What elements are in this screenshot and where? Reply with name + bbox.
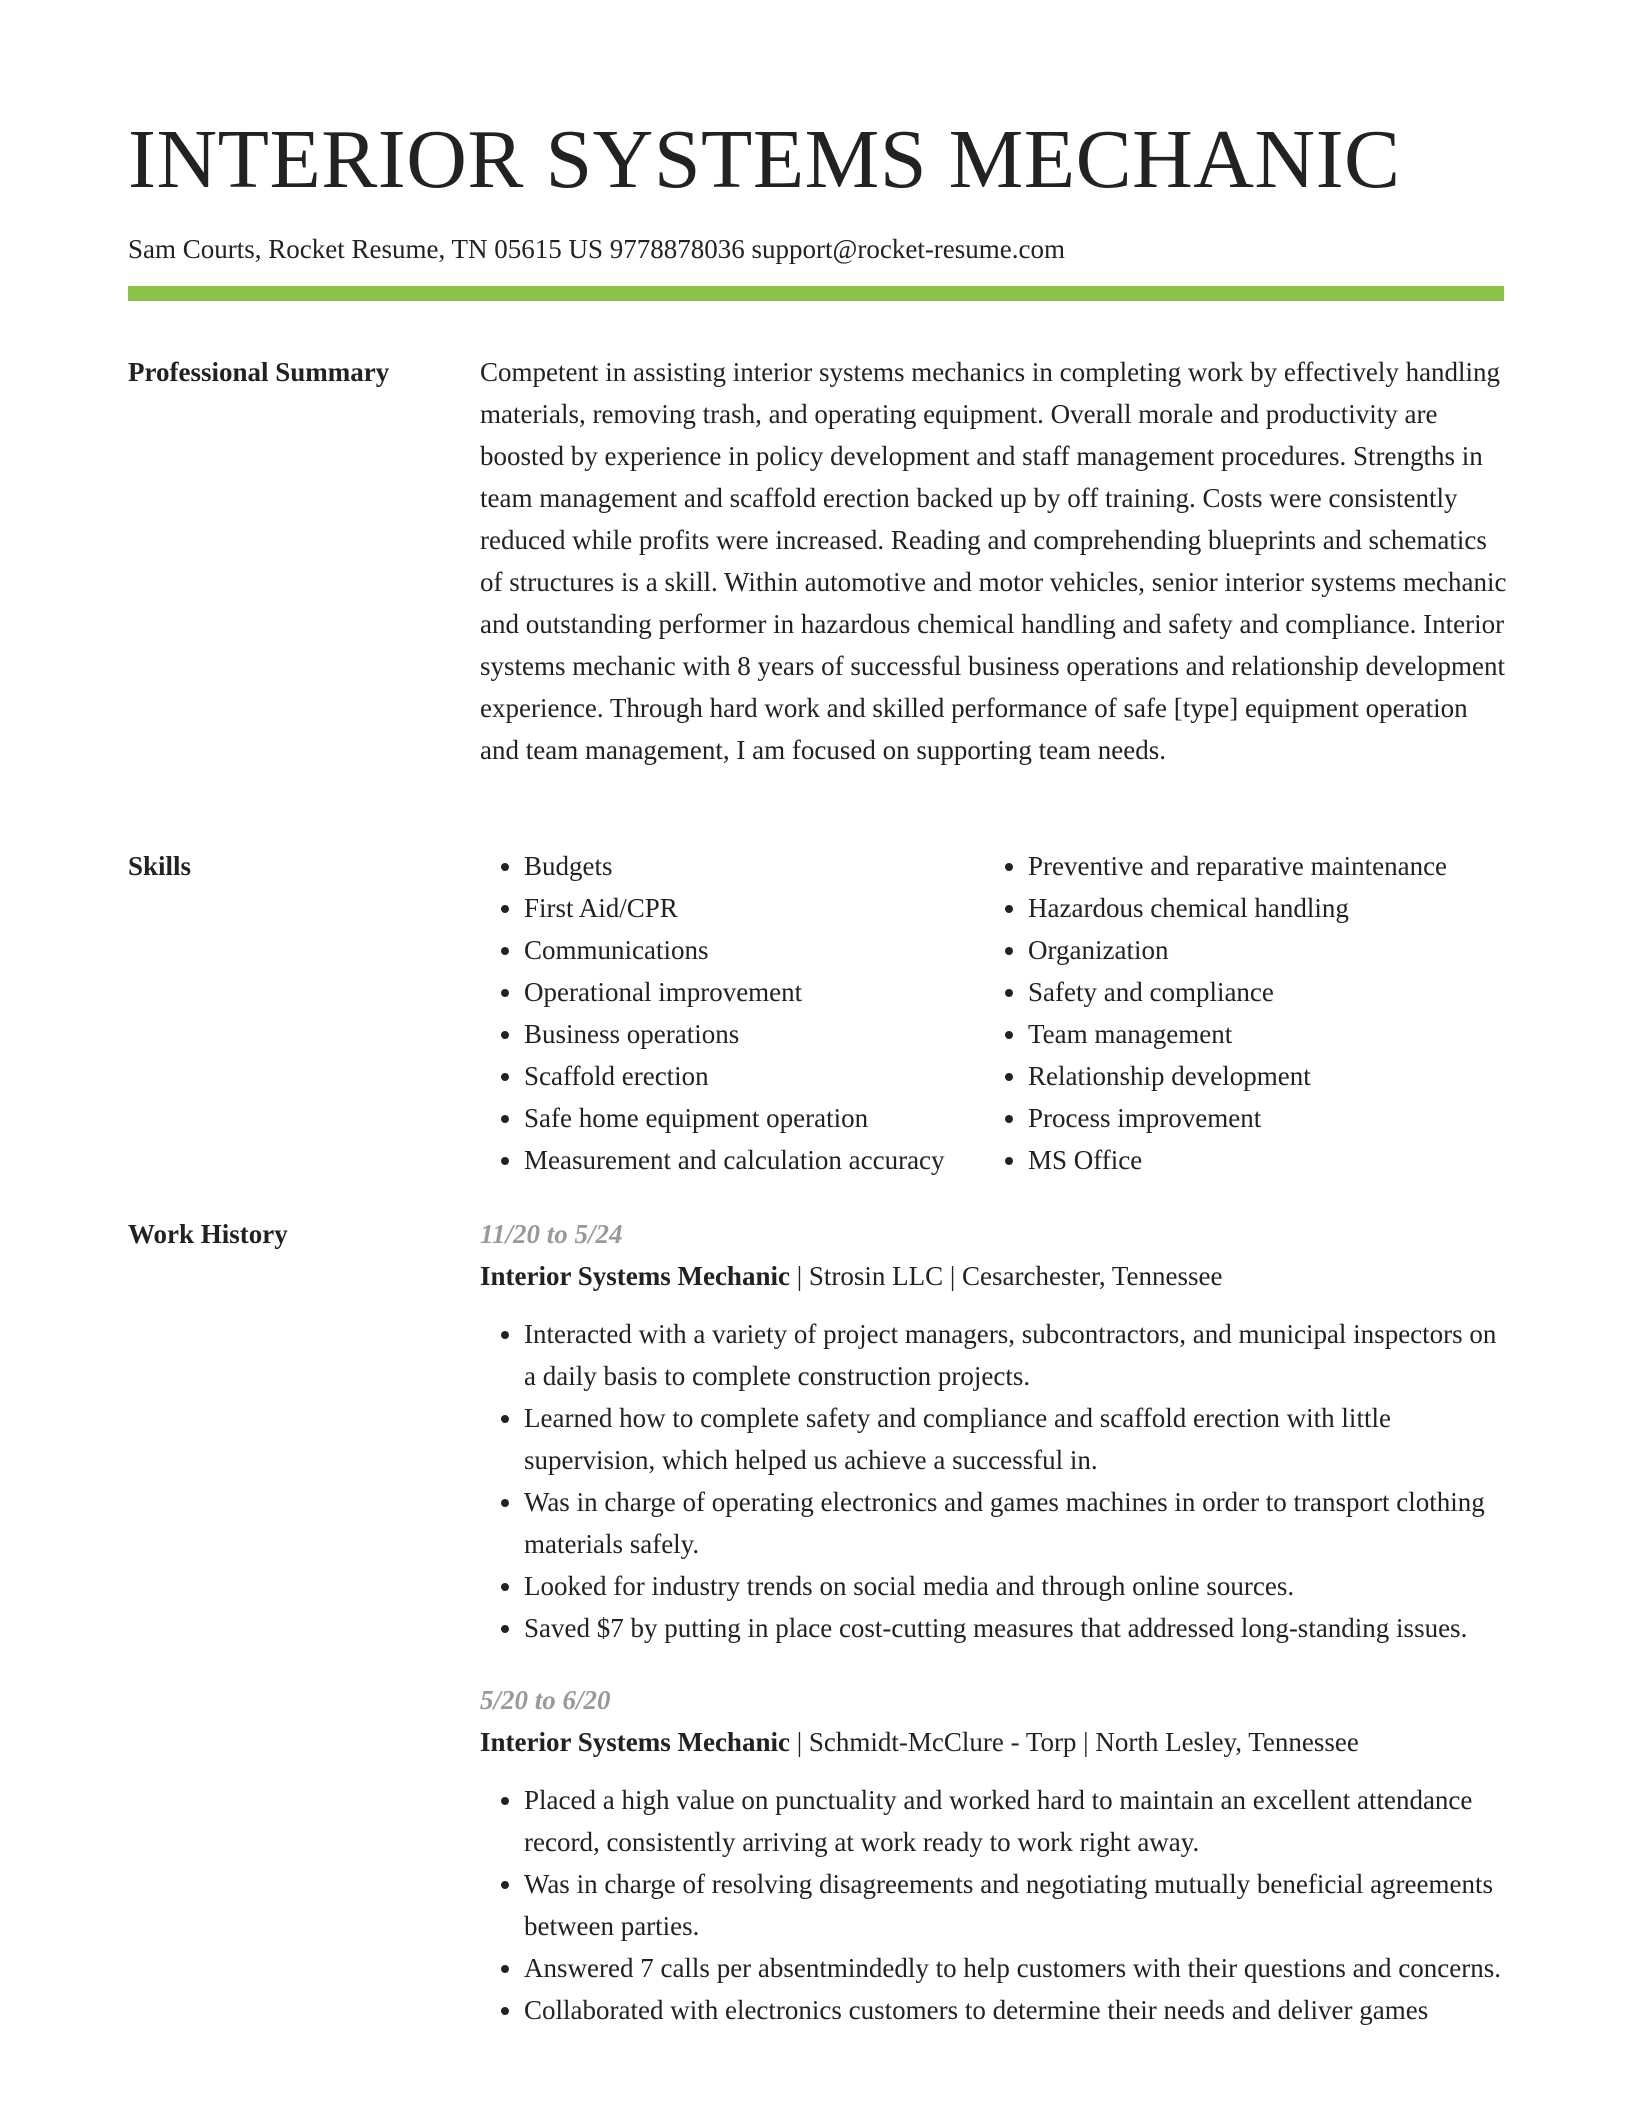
skill-item: • Scaffold erection	[524, 1055, 984, 1097]
skill-item: • Preventive and reparative maintenance	[1028, 845, 1508, 887]
skill-item: • Relationship development	[1028, 1055, 1508, 1097]
job-heading	[480, 1721, 1510, 1763]
job-company-location: | Schmidt-McClure - Torp | North Lesley, Tennessee	[789, 1727, 1359, 1757]
skill-item: • Organization	[1028, 929, 1508, 971]
summary-label: Professional Summary	[128, 357, 390, 387]
job-bullet-list	[480, 1779, 1510, 2031]
skill-item: • Process improvement	[1028, 1097, 1508, 1139]
job-bullet: • Collaborated with electronics customers to determine their needs and deliver games	[524, 1989, 1510, 2031]
skill-item: • Team management	[1028, 1013, 1508, 1055]
job-bullet: • Was in charge of operating electronics and games machines in order to transport clothing materials safely.	[524, 1481, 1510, 1565]
job-bullet: • Interacted with a variety of project managers, subcontractors, and municipal inspectors on a daily basis to complete construction projects.	[524, 1313, 1510, 1397]
job-heading	[480, 1255, 1510, 1297]
job-bullet: • Placed a high value on punctuality and worked hard to maintain an excellent attendance record, consistently arriving at work ready to work right away.	[524, 1779, 1510, 1863]
skill-item: • Budgets	[524, 845, 984, 887]
skill-item: • First Aid/CPR	[524, 887, 984, 929]
contact-line: Sam Courts, Rocket Resume, TN 05615 US 9778878036 support@rocket-resume.com	[128, 234, 1066, 264]
skills-label: Skills	[128, 851, 192, 881]
skill-item: • Safe home equipment operation	[524, 1097, 984, 1139]
skills-list-right	[984, 845, 1508, 1181]
skills-list-left	[480, 845, 984, 1181]
skill-item: • Business operations	[524, 1013, 984, 1055]
skill-item: • Safety and compliance	[1028, 971, 1508, 1013]
skills-body	[480, 845, 1510, 1181]
skill-item: • Operational improvement	[524, 971, 984, 1013]
job-bullet-list	[480, 1313, 1510, 1649]
job-bullet: • Saved $7 by putting in place cost-cutting measures that addressed long-standing issues.	[524, 1607, 1510, 1649]
job-entry	[480, 1679, 1510, 2031]
summary-body	[480, 351, 1510, 771]
job-bullet: • Looked for industry trends on social media and through online sources.	[524, 1565, 1510, 1607]
job-title: Interior Systems Mechanic	[480, 1261, 790, 1291]
accent-divider	[128, 286, 1504, 301]
job-bullet: • Was in charge of resolving disagreements and negotiating mutually beneficial agreements between parties.	[524, 1863, 1510, 1947]
skill-item: • Hazardous chemical handling	[1028, 887, 1508, 929]
job-bullet: • Answered 7 calls per absentmindedly to help customers with their questions and concerns.	[524, 1947, 1510, 1989]
work-history-body	[480, 1213, 1510, 2061]
summary-text: Competent in assisting interior systems mechanics in completing work by effectively handling materials, removing trash, and operating equipment. Overall morale and productivity are boosted by experience in policy development and staff management procedures. Strengths in team management and scaffold erection backed up by off training. Costs were consistently reduced while profits were increased. Reading and comprehending blueprints and schematics of structures is a skill. Within automotive and motor vehicles, senior interior systems mechanic and outstanding performer in hazardous chemical handling and safety and compliance. Interior systems mechanic with 8 years of successful business operations and relationship development experience. Through hard work and skilled performance of safe [type] equipment operation and team management, I am focused on supporting team needs.	[480, 357, 1507, 765]
job-bullet: • Learned how to complete safety and compliance and scaffold erection with little supervision, which helped us achieve a successful in.	[524, 1397, 1510, 1481]
skill-item: • Communications	[524, 929, 984, 971]
skill-item: • MS Office	[1028, 1139, 1508, 1181]
skill-item: • Measurement and calculation accuracy	[524, 1139, 984, 1181]
job-title: Interior Systems Mechanic	[480, 1727, 790, 1757]
job-dates: 11/20 to 5/24	[480, 1219, 623, 1249]
job-entry	[480, 1213, 1510, 1649]
job-company-location: | Strosin LLC | Cesarchester, Tennessee	[789, 1261, 1223, 1291]
resume-title: INTERIOR SYSTEMS MECHANIC	[128, 113, 1401, 206]
job-dates: 5/20 to 6/20	[480, 1685, 611, 1715]
work-history-label: Work History	[128, 1219, 288, 1249]
